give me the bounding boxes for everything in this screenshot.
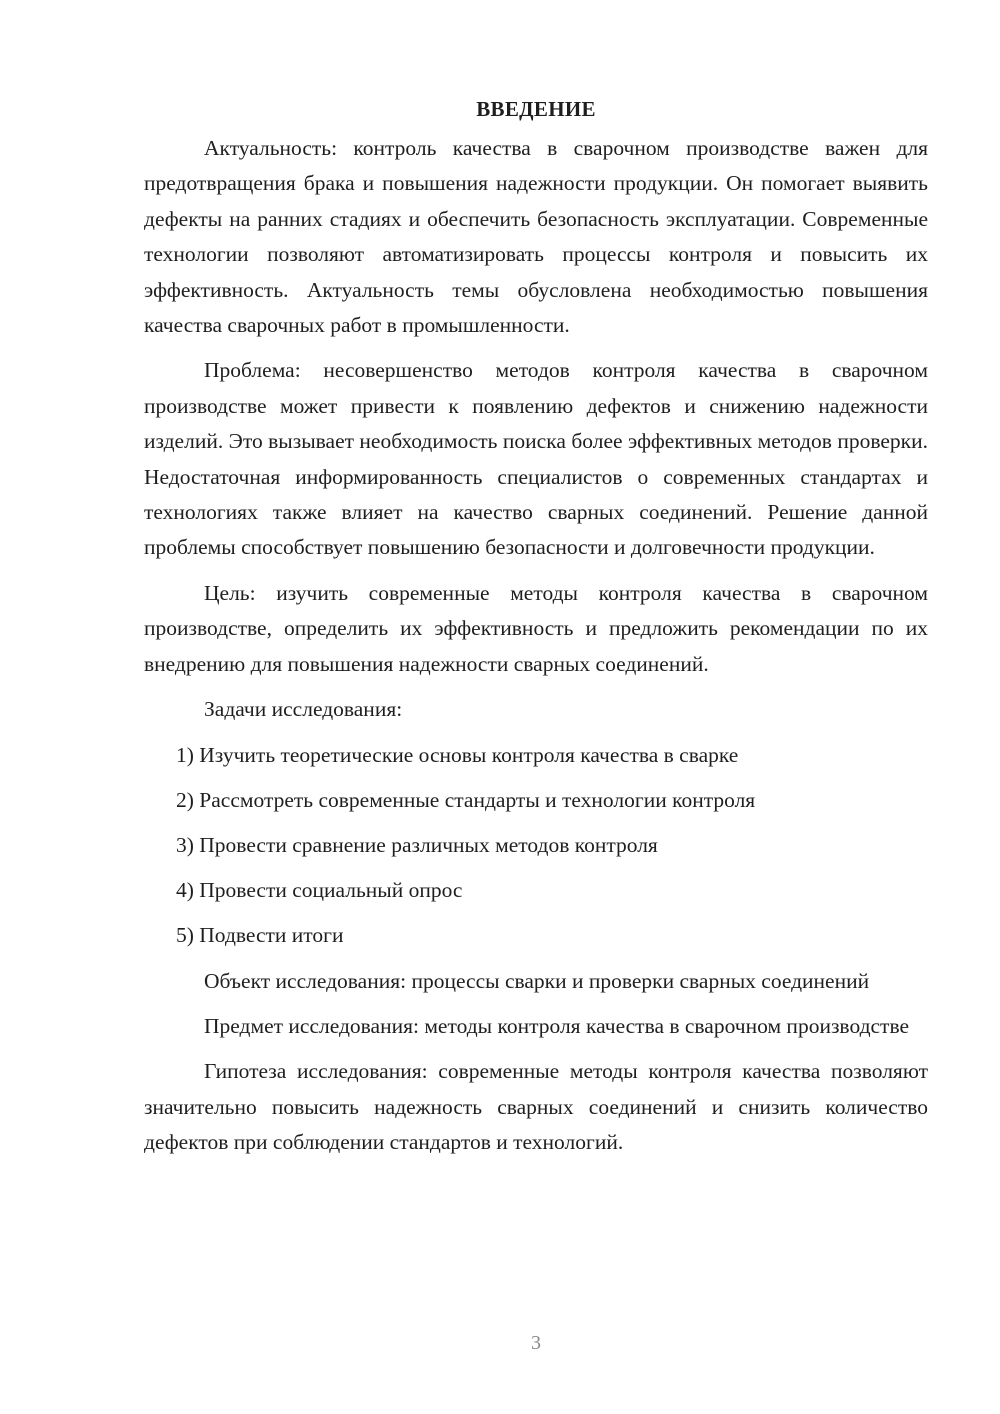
tasks-title: Задачи исследования: [204, 697, 403, 722]
section-heading: ВВЕДЕНИЕ [476, 97, 596, 121]
document-page [144, 92, 928, 1161]
task-item: 1) Изучить теоретические основы контроля качества в сварке [176, 742, 739, 767]
relevance-paragraph: Актуальность: контроль качества в сварочном производстве важен для предотвращения брака и повышения надежности продукции. Он помогает выявить дефекты на ранних стадиях и обеспечить безопасность эксплуатации. Современные технологии позволяют автоматизировать процессы контроля и повысить их эффективность. Актуальность темы обусловлена необходимостью повышения качества сварочных работ в промышленности. [144, 136, 928, 338]
task-item: 5) Подвести итоги [176, 923, 344, 948]
subject-paragraph: Предмет исследования: методы контроля качества в сварочном производстве [204, 1013, 910, 1038]
task-item: 3) Провести сравнение различных методов контроля [176, 832, 658, 857]
goal-paragraph: Цель: изучить современные методы контроля качества в сварочном производстве, определить их эффективность и предложить рекомендации по их внедрению для повышения надежности сварных соединений. [144, 580, 928, 676]
task-item: 4) Провести социальный опрос [176, 878, 463, 903]
tasks-list [144, 738, 928, 954]
hypothesis-paragraph: Гипотеза исследования: современные методы контроля качества позволяют значительно повысить надежность сварных соединений и снизить количество дефектов при соблюдении стандартов и технологий. [144, 1059, 928, 1155]
object-paragraph: Объект исследования: процессы сварки и проверки сварных соединений [204, 968, 870, 993]
task-item: 2) Рассмотреть современные стандарты и технологии контроля [176, 787, 756, 812]
page-number: 3 [531, 1332, 541, 1354]
problem-paragraph: Проблема: несовершенство методов контроля качества в сварочном производстве может привести к появлению дефектов и снижению надежности изделий. Это вызывает необходимость поиска более эффективных методов проверки. Недостаточная информированность специалистов о современных стандартах и технологиях также влияет на качество сварных соединений. Решение данной проблемы способствует повышению безопасности и долговечности продукции. [144, 358, 928, 560]
